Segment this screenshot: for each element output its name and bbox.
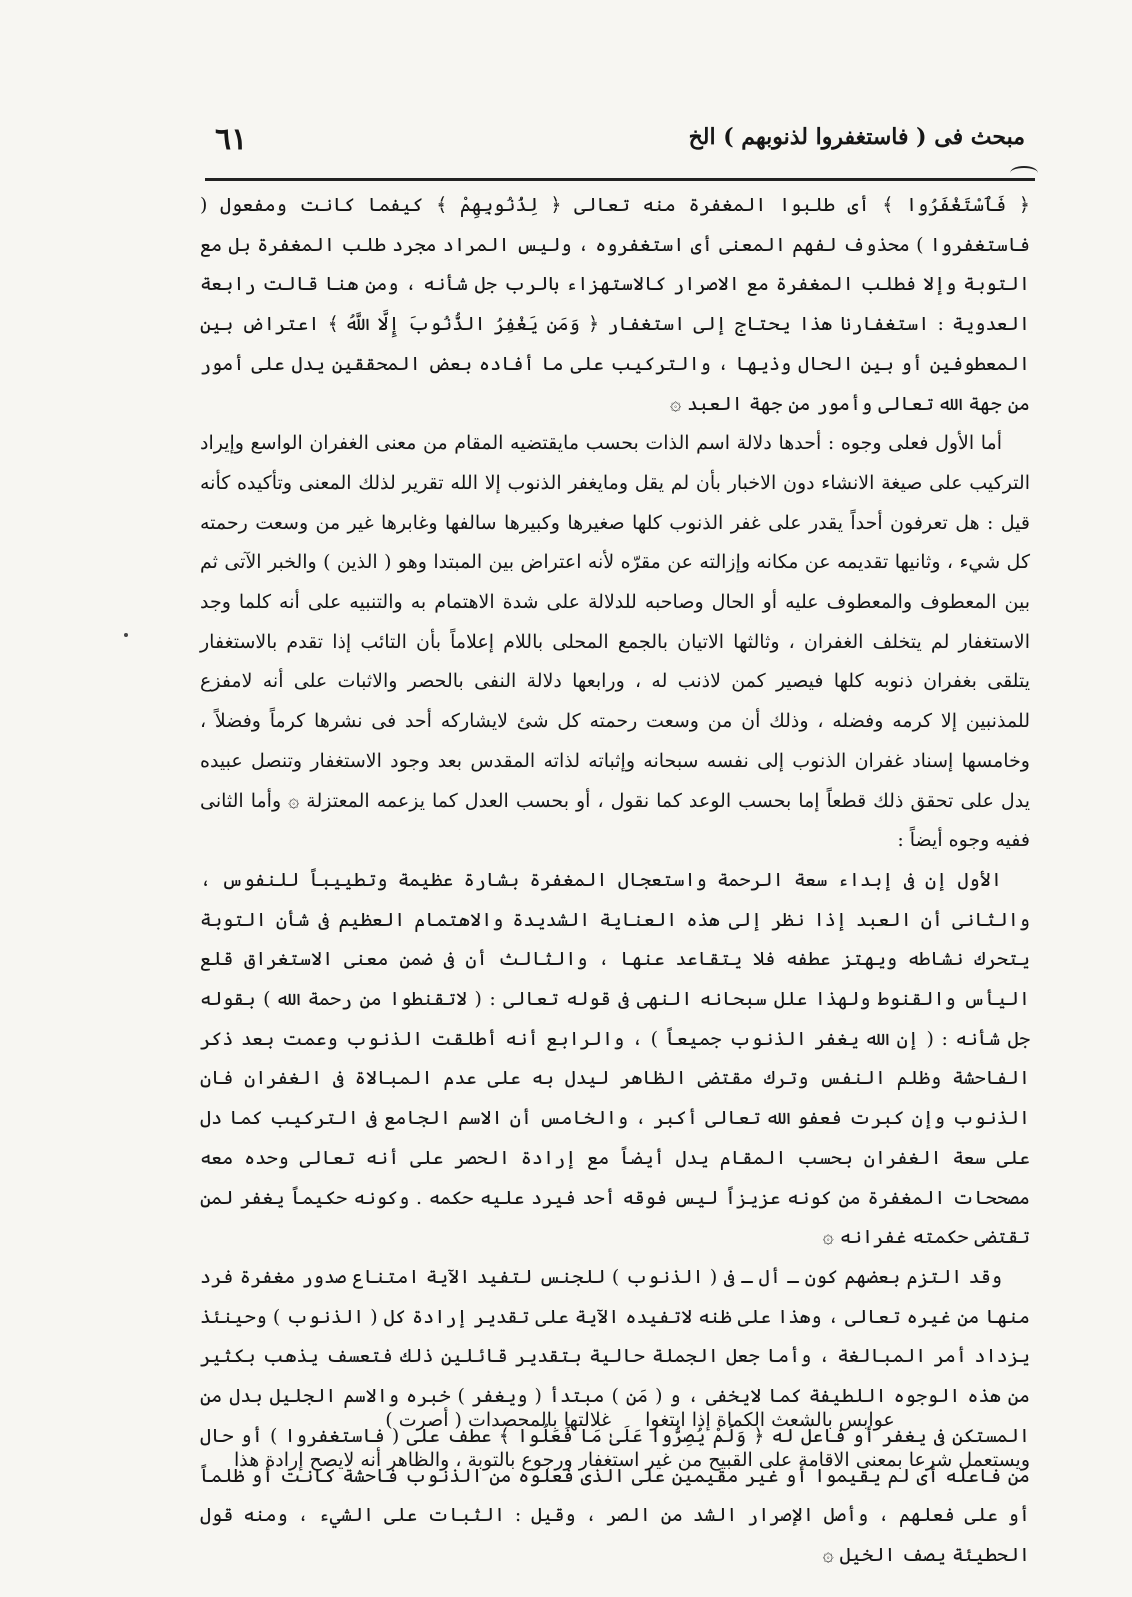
paragraph: وقد التزم بعضهم كون ـ أل ـ فى ( الذنوب ) للجنس لتفيد الآية امتناع صدور مغفرة فرد منها من غيره تعالى ، وهذا على ظنه لاتفيده الآية على تقدير إرادة كل ( الذنوب ) وحينئذ يزداد أمر المبالغة ، وأما جعل الجملة حالية بتقدير قائلين ذلك فتعسف يذهب بكثير من هذه الوجوه اللطيفة كما لايخفى ، و ( مَن ) مبتدأ ( ويغفر ) خبره والاسم الجليل بدل من المستكن فى يغفر أو فاعل له ﴿ وَلَمْ يُصِرُّوا عَلَىٰ مَا فَعَلُوا ﴾ عطف على ( فاستغفروا ) أو حال من فاعله أى لم يقيموا أو غير مقيمين على الذى فعلوه من الذنوب فاحشة كانت أو ظلماً أو على فعلهم ، وأصل الإصرار الشد من الصر ، وقيل : الثبات على الشيء ، ومنه قول الحطيئة يصف الخيل ۞ xyxy=(200,1265,1030,1566)
paragraph: أما الأول فعلى وجوه : أحدها دلالة اسم الذات بحسب مايقتضيه المقام من معنى الغفران الواسع وإيراد التركيب على صيغة الانشاء دون الاخبار بأن لم يقل ومايغفر الذنوب إلا الله تقرير لذلك المعنى وتأكيده كأنه قيل : هل تعرفون أحداً يقدر على غفر الذنوب كلها صغيرها وكبيرها سالفها وغابرها غير من وسعت رحمته كل شيء ، وثانيها تقديمه عن مكانه وإزالته عن مقرّه لأنه اعتراض بين المبتدا وهو ( الذين ) والخبر الآتى ثم بين المعطوف والمعطوف عليه أو الحال وصاحبه للدلالة على شدة الاهتمام به والتنبيه على أنه كلما وجد الاستغفار لم يتخلف الغفران ، وثالثها الاتيان بالجمع المحلى باللام إعلاماً بأن التائب إذا تقدم بالاستغفار يتلقى بغفران ذنوبه كلها فيصير كمن لاذنب له ، ورابعها دلالة النفى بالحصر والاثبات على أنه لامفزع للمذنبين إلا كرمه وفضله ، وذلك أن من وسعت رحمته كل شئ لايشاركه أحد فى نشرها كرماً وفضلاً ، وخامسها إسناد غفران الذنوب إلى نفسه سبحانه وإثباته لذاته المقدس بعد وجود الاستغفار وتنصل عبيده يدل على تحقق ذلك قطعاً إما بحسب الوعد كما نقول ، أو بحسب العدل كما يزعمه المعتزلة ۞ وأما الثانى ففيه وجوه أيضاً : xyxy=(200,432,1030,852)
paragraph: الأول إن فى إبداء سعة الرحمة واستعجال المغفرة بشارة عظيمة وتطييباً للنفوس ، والثانى أن العبد إذا نظر إلى هذه العناية الشديدة والاهتمام العظيم فى شأن التوبة يتحرك نشاطه ويهتز عطفه فلا يتقاعد عنها ، والثالث أن فى ضمن معنى الاستغراق قلع اليأس والقنوط ولهذا علل سبحانه النهى فى قوله تعالى : ( لاتقنطوا من رحمة الله ) بقوله جل شأنه : ( إن الله يغفر الذنوب جميعاً ) ، والرابع أنه أطلقت الذنوب وعمت بعد ذكر الفاحشة وظلم النفس وترك مقتضى الظاهر ليدل به على عدم المبالاة فى الغفران فان الذنوب وإن كبرت فعفو الله تعالى أكبر ، والخامس أن الاسم الجامع فى التركيب كما دل على سعة الغفران بحسب المقام يدل أيضاً مع إرادة الحصر على أنه تعالى وحده معه مصححات المغفرة من كونه عزيزاً ليس فوقه أحد فيرد عليه حكمه . وكونه حكيماً يغفر لمن تقتضى حكمته غفرانه ۞ xyxy=(200,868,1030,1249)
verse-first-hemistich: عوابس بالشعث الكماة إذا ابتغوا xyxy=(645,1409,895,1431)
paragraph: ﴿ فَٱسْتَغْفَرُوا ﴾ أى طلبوا المغفرة منه تعالى ﴿ لِذُنُوبِهِمْ ﴾ كيفما كانت ومفعول ( فاستغفروا ) محذوف لفهم المعنى أى استغفروه ، وليس المراد مجرد طلب المغفرة بل مع التوبة وإلا فطلب المغفرة مع الاصرار كالاستهزاء بالرب جل شأنه ، ومن هنا قالت رابعة العدوية : استغفارنا هذا يحتاج إلى استغفار ﴿ وَمَن يَغْفِرُ الذُّنُوبَ إِلَّا اللَّهُ ﴾ اعتراض بين المعطوفين أو بين الحال وذيها ، والتركيب على ما أفاده بعض المحققين يدل على أمور من جهة الله تعالى وأمور من جهة العبد ۞ xyxy=(200,194,1030,415)
final-line: ويستعمل شرعا بمعنى الاقامة على القبيح من غير استغفار ورجوع بالتوبة ، والظاهر أنه لايصح إرادة هذا xyxy=(234,1449,1030,1471)
header-rule xyxy=(205,178,1035,181)
poetry-verse xyxy=(360,1400,920,1440)
verse-second-hemistich: غلالتها بالمحصدات ( أصرت ) xyxy=(385,1409,612,1431)
running-title: مبحث فى ( فاستغفروا لذنوبهم ) الخ xyxy=(688,124,1025,150)
main-text xyxy=(200,186,1030,1576)
page-header xyxy=(215,120,1025,164)
margin-dot xyxy=(124,633,128,637)
page-number: ٦١ xyxy=(215,122,248,157)
